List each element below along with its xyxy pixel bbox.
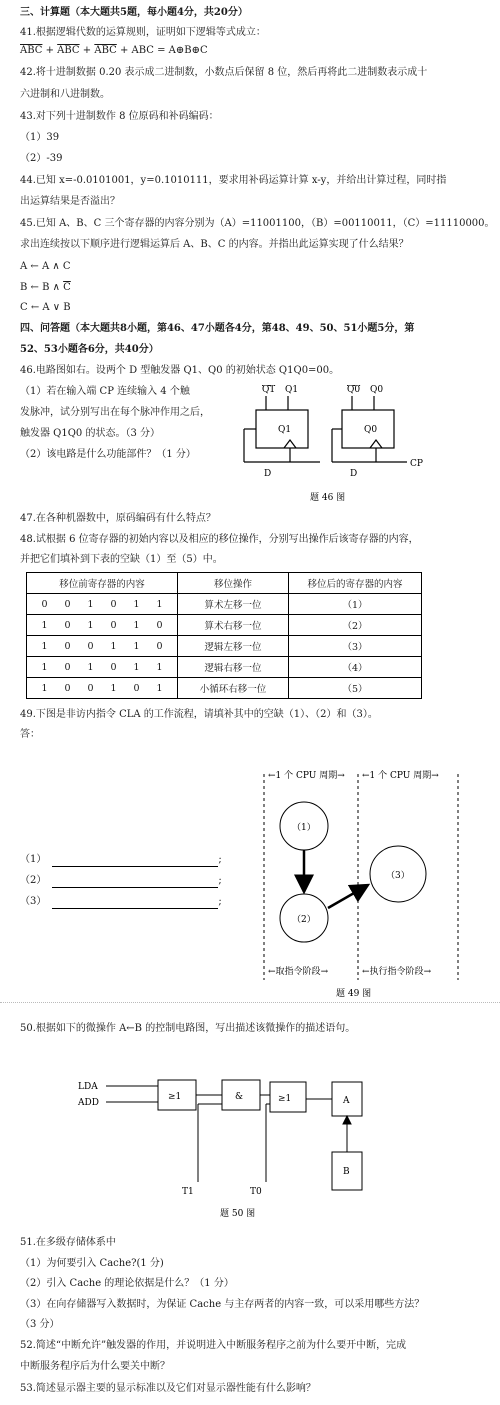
op-cell: 算术右移一位 [178,615,289,636]
q51-item-2: （2）引入 Cache 的理论依据是什么？（1 分） [20,1278,234,1289]
formula-rhs: = A⊕B⊕C [153,45,208,56]
lda-label: LDA [78,1082,98,1092]
q43-item-1: （1）39 [20,132,60,143]
table-row [27,636,422,657]
table-row [27,657,422,678]
q44-line-2: 出运算结果是否溢出？ [20,196,120,207]
add-label: ADD [78,1098,99,1108]
result-blank[interactable]: （4） [289,657,422,678]
period-2-label: ←1 个 CPU 周期→ [362,771,439,781]
q53-text: 53.简述显示器主要的显示标准以及它们对显示器性能有什么影响？ [20,1383,316,1394]
q49-blank-3[interactable]: （3） ; [20,896,222,907]
q41-text: 41.根据逻辑代数的运算规则，证明如下逻辑等式成立： [20,27,266,38]
phase-1-label: ←取指令阶段→ [268,967,329,977]
t0-label: T0 [250,1187,262,1197]
register-b-label: B [343,1167,350,1177]
q50-text: 50.根据如下的微操作 A←B 的控制电路图，写出描述该微操作的描述语句。 [20,1023,356,1034]
q43-item-2: （2）-39 [20,153,63,164]
op-cell: 算术左移一位 [178,594,289,615]
q51-text: 51.在多级存储体系中 [20,1237,116,1248]
op-cell: 逻辑左移一位 [178,636,289,657]
header-after: 移位后的寄存器的内容 [289,573,422,594]
q51-item-1: （1）为何要引入 Cache?(1 分) [20,1258,164,1269]
q52-line-2: 中断服务程序后为什么要关中断？ [20,1361,170,1372]
table-row [27,594,422,615]
formula-term-1: $\overline{ABC}$ [20,45,43,56]
ff0-label: Q0 [364,425,378,435]
q41-formula: $\overline{ABC} + \overline{ABC} + \overline{ABC}$ + ABC = A⊕B⊕C [20,45,208,56]
phase-2-label: ←执行指令阶段→ [362,967,432,977]
ff1-label: Q1 [278,425,292,435]
formula-term-2: $\overline{ABC}$ [57,45,80,56]
result-blank[interactable]: （3） [289,636,422,657]
fig49-caption: 题 49 图 [336,989,372,999]
q46-sub-1: （1）若在输入端 CP 连续输入 4 个触 [20,386,190,397]
result-blank[interactable]: （5） [289,678,422,699]
bits-cell: 1 0 1 0 1 1 [27,657,178,678]
bits-cell: 1 0 0 1 0 1 [27,678,178,699]
bits-cell: 1 0 0 1 1 0 [27,636,178,657]
register-a-label: A [343,1096,350,1106]
node-3-label: （3） [386,871,410,881]
header-op: 移位操作 [178,573,289,594]
op-cell: 小循环右移一位 [178,678,289,699]
result-blank[interactable]: （1） [289,594,422,615]
shift-table [26,572,422,699]
q52-line-1: 52.简述“中断允许”触发器的作用，并说明进入中断服务程序之前为什么要开中断，完成 [20,1340,407,1351]
q44-line-1: 44.已知 x=-0.0101001，y=0.1010111，要求用补码运算计算 x-y，并给出计算过程，同时指 [20,175,447,186]
fig50-caption: 题 50 图 [220,1209,256,1219]
q51-item-4: （3 分） [20,1319,60,1330]
q46-sub-2: 发脉冲，试分别写出在每个脉冲作用之后， [20,407,210,418]
section3-header: 三、计算题（本大题共5题，每小题4分，共20分） [20,7,248,18]
q42-line-2: 六进制和八进制数。 [20,89,110,100]
header-before: 移位前寄存器的内容 [27,573,178,594]
or1-label: ≥1 [168,1092,182,1102]
q47-text: 47.在各种机器数中，原码编码有什么特点？ [20,513,216,524]
q45-op-2: B ← B ∧ $\overline{C}$ [20,282,71,293]
d0-label: D [350,469,358,479]
formula-term-3: $\overline{ABC}$ [94,45,117,56]
fig46-circuit [232,382,432,502]
q45-op-1: A ← A ∧ C [20,261,71,272]
q1-label: Q1 [285,385,299,395]
q49-answer-label: 答： [20,729,40,740]
q43-text: 43.对下列十进制数作 8 位原码和补码编码： [20,111,219,122]
bits-cell: 1 0 1 0 1 0 [27,615,178,636]
fig49-flow [258,768,480,1000]
q46-sub-3: 触发器 Q1Q0 的状态。（3 分） [20,428,161,439]
page-divider [0,1002,500,1003]
or2-label: ≥1 [278,1094,292,1104]
table-header-row [27,573,422,594]
q0-label: Q0 [370,385,384,395]
q42-line-1: 42.将十进制数据 0.20 表示成二进制数，小数点后保留 8 位，然后再将此二进制数表示成十 [20,67,428,78]
q46-text: 46.电路图如右。设两个 D 型触发器 Q1、Q0 的初始状态 Q1Q0=00。 [20,365,340,376]
q49-blank-1[interactable]: （1） ; [20,854,222,865]
q48-line-1: 48.试根据 6 位寄存器的初始内容以及相应的移位操作，分别写出操作后该寄存器的内容， [20,534,419,545]
q49-blank-2[interactable]: （2） ; [20,875,222,886]
d1-label: D [264,469,272,479]
period-1-label: ←1 个 CPU 周期→ [268,771,345,781]
fig50-control-circuit [70,1070,390,1220]
table-row [27,678,422,699]
q45-line-2: 求出连续按以下顺序进行逻辑运算后 A、B、C 的内容。并指出此运算实现了什么结果？ [20,239,409,250]
fig46-caption: 题 46 图 [310,493,346,502]
q0bar-label: Q0 [347,385,361,395]
op-cell: 逻辑右移一位 [178,657,289,678]
q48-line-2: 并把它们填补到下表的空缺（1）至（5）中。 [20,554,223,565]
q45-op-3: C ← A ∨ B [20,302,71,313]
bits-cell: 0 0 1 0 1 1 [27,594,178,615]
section4-header-line-1: 四、问答题（本大题共8小题，第46、47小题各4分，第48、49、50、51小题5分，第 [20,323,415,334]
node-1-label: （1） [292,823,316,833]
arrow-2-to-3 [328,885,368,908]
formula-term-4: ABC [131,45,154,56]
result-blank[interactable]: （2） [289,615,422,636]
q45-line-1: 45.已知 A、B、C 三个寄存器的内容分别为（A）=11001100，（B）=00110011，（C）=11110000。 [20,218,495,229]
and-label: & [235,1092,244,1102]
q49-text: 49.下图是非访内指令 CLA 的工作流程，请填补其中的空缺（1）、（2）和（3）。 [20,709,378,720]
table-row [27,615,422,636]
cp-label: CP [410,459,423,469]
node-2-label: （2） [292,915,316,925]
q51-item-3: （3）在向存储器写入数据时，为保证 Cache 与主存两者的内容一致，可以采用哪些方法？ [20,1299,425,1310]
q1bar-label: Q1 [262,385,276,395]
section4-header-line-2: 52、53小题各6分，共40分） [20,344,159,355]
q46-sub-4: （2）该电路是什么功能部件？（1 分） [20,449,196,460]
t1-label: T1 [182,1187,194,1197]
